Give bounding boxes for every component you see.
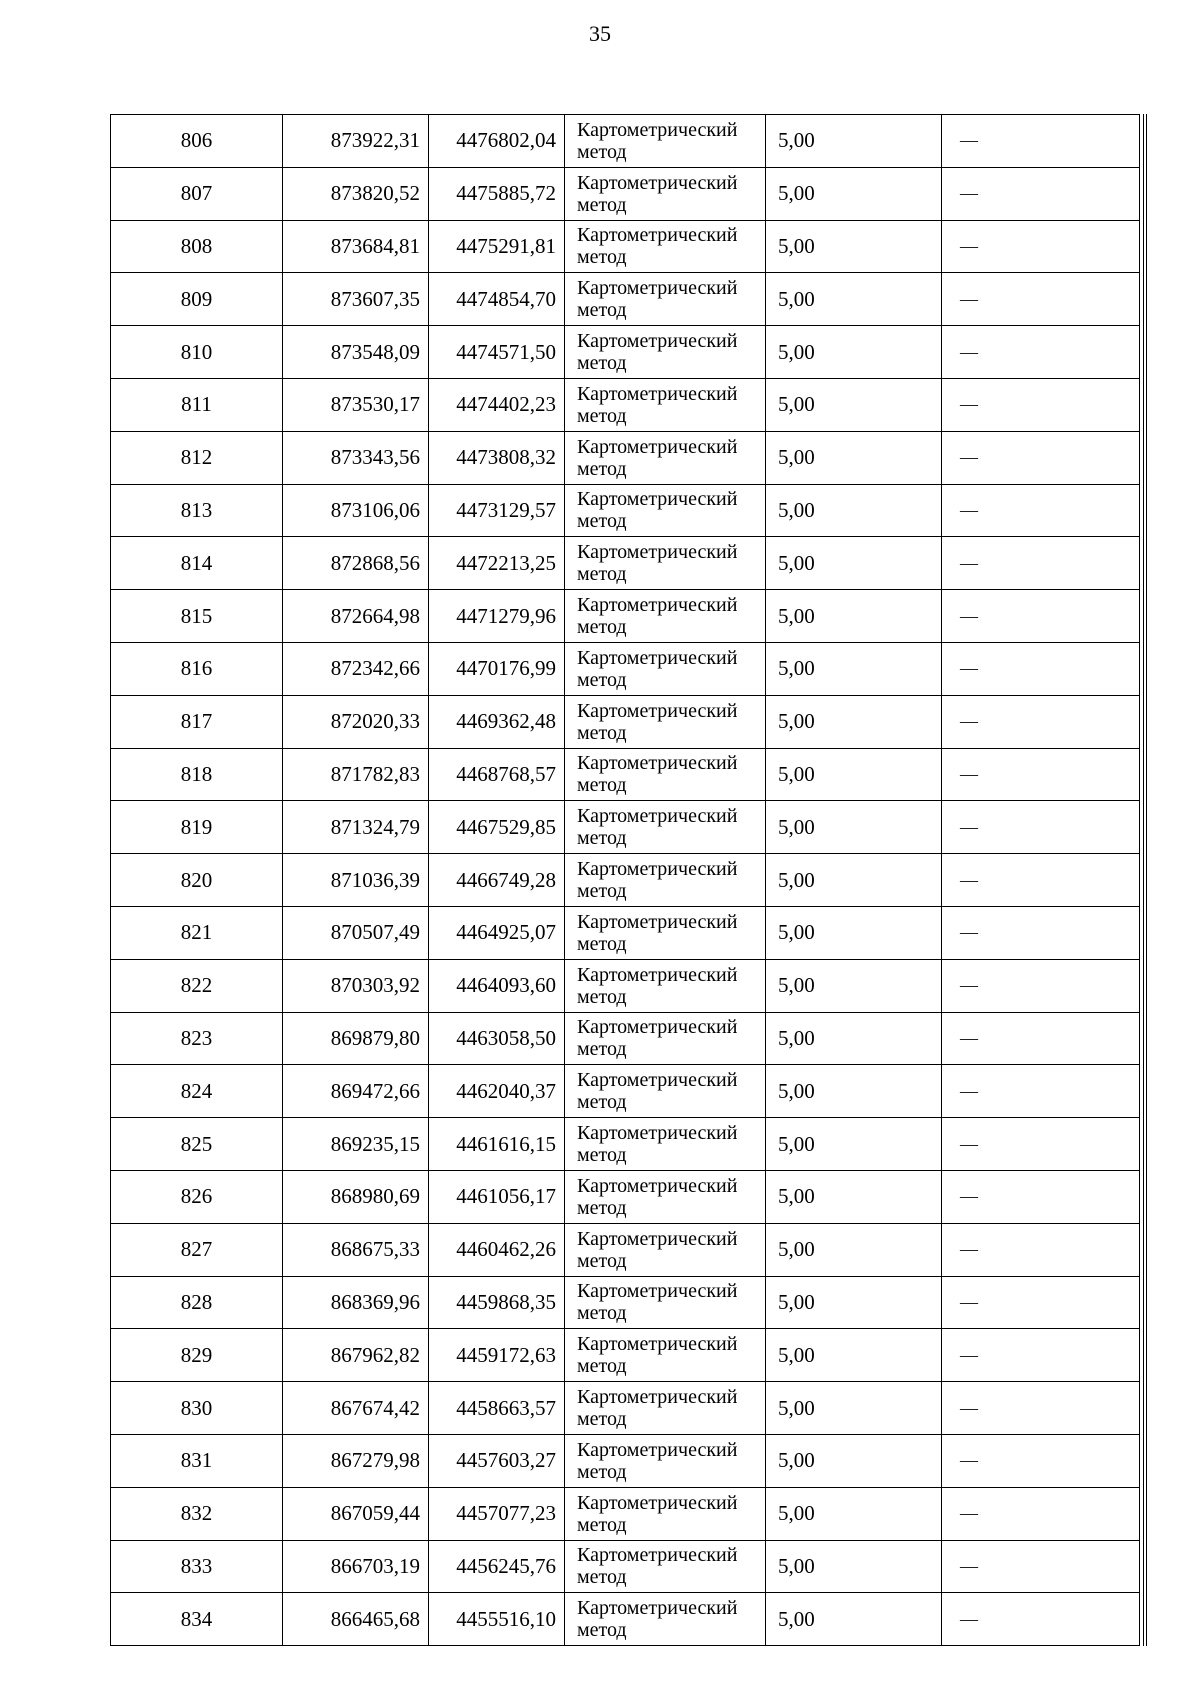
description-cell: — xyxy=(942,1329,1140,1382)
method-line-1: Картометрический xyxy=(577,1333,738,1356)
method-line-1: Картометрический xyxy=(577,1438,738,1461)
description-cell: — xyxy=(942,378,1140,431)
method-line-2: метод xyxy=(577,510,627,533)
description-cell: — xyxy=(942,1170,1140,1223)
y-coordinate-cell: 4474854,70 xyxy=(429,273,565,326)
y-coordinate-cell: 4464093,60 xyxy=(429,959,565,1012)
description-cell: — xyxy=(942,537,1140,590)
error-cell: 5,00 xyxy=(766,1382,942,1435)
point-number-cell: 814 xyxy=(111,537,283,590)
error-cell: 5,00 xyxy=(766,484,942,537)
error-cell: 5,00 xyxy=(766,1487,942,1540)
point-number-cell: 832 xyxy=(111,1487,283,1540)
y-coordinate-cell: 4464925,07 xyxy=(429,906,565,959)
method-line-2: метод xyxy=(577,1249,627,1272)
x-coordinate-cell: 873607,35 xyxy=(283,273,429,326)
point-number-cell: 812 xyxy=(111,431,283,484)
y-coordinate-cell: 4461616,15 xyxy=(429,1118,565,1171)
error-cell: 5,00 xyxy=(766,642,942,695)
method-line-2: метод xyxy=(577,299,627,322)
description-cell: — xyxy=(942,906,1140,959)
error-cell: 5,00 xyxy=(766,167,942,220)
x-coordinate-cell: 871782,83 xyxy=(283,748,429,801)
method-line-1: Картометрический xyxy=(577,1174,738,1197)
method-cell xyxy=(565,1012,766,1065)
description-cell: — xyxy=(942,1540,1140,1593)
y-coordinate-cell: 4466749,28 xyxy=(429,854,565,907)
description-cell: — xyxy=(942,1118,1140,1171)
error-cell: 5,00 xyxy=(766,1012,942,1065)
error-cell: 5,00 xyxy=(766,1276,942,1329)
table-row xyxy=(111,431,1140,484)
method-line-2: метод xyxy=(577,668,627,691)
method-line-2: метод xyxy=(577,352,627,375)
method-line-2: метод xyxy=(577,457,627,480)
x-coordinate-cell: 868980,69 xyxy=(283,1170,429,1223)
description-cell: — xyxy=(942,220,1140,273)
method-line-2: метод xyxy=(577,1513,627,1536)
point-number-cell: 807 xyxy=(111,167,283,220)
table-row xyxy=(111,167,1140,220)
method-cell xyxy=(565,695,766,748)
description-cell: — xyxy=(942,695,1140,748)
table-row xyxy=(111,642,1140,695)
error-cell: 5,00 xyxy=(766,1223,942,1276)
point-number-cell: 833 xyxy=(111,1540,283,1593)
method-line-1: Картометрический xyxy=(577,118,738,141)
description-cell: — xyxy=(942,1593,1140,1646)
x-coordinate-cell: 867674,42 xyxy=(283,1382,429,1435)
description-cell: — xyxy=(942,1012,1140,1065)
method-cell xyxy=(565,326,766,379)
x-coordinate-cell: 871324,79 xyxy=(283,801,429,854)
method-line-2: метод xyxy=(577,1038,627,1061)
method-line-2: метод xyxy=(577,140,627,163)
method-line-2: метод xyxy=(577,1355,627,1378)
description-cell: — xyxy=(942,273,1140,326)
description-cell: — xyxy=(942,748,1140,801)
method-cell xyxy=(565,537,766,590)
method-cell xyxy=(565,1118,766,1171)
method-line-2: метод xyxy=(577,1619,627,1642)
description-cell: — xyxy=(942,326,1140,379)
error-cell: 5,00 xyxy=(766,115,942,168)
y-coordinate-cell: 4475885,72 xyxy=(429,167,565,220)
method-line-1: Картометрический xyxy=(577,1280,738,1303)
description-cell: — xyxy=(942,1223,1140,1276)
method-line-1: Картометрический xyxy=(577,1069,738,1092)
method-cell xyxy=(565,378,766,431)
x-coordinate-cell: 872342,66 xyxy=(283,642,429,695)
method-cell xyxy=(565,642,766,695)
table-row xyxy=(111,801,1140,854)
x-coordinate-cell: 873530,17 xyxy=(283,378,429,431)
method-line-2: метод xyxy=(577,880,627,903)
error-cell: 5,00 xyxy=(766,590,942,643)
method-line-2: метод xyxy=(577,932,627,955)
method-line-1: Картометрический xyxy=(577,224,738,247)
table-body xyxy=(111,115,1140,1646)
error-cell: 5,00 xyxy=(766,326,942,379)
table-row xyxy=(111,695,1140,748)
y-coordinate-cell: 4467529,85 xyxy=(429,801,565,854)
method-line-1: Картометрический xyxy=(577,646,738,669)
method-line-2: метод xyxy=(577,404,627,427)
table-row xyxy=(111,906,1140,959)
point-number-cell: 817 xyxy=(111,695,283,748)
method-line-2: метод xyxy=(577,1460,627,1483)
description-cell: — xyxy=(942,590,1140,643)
description-cell: — xyxy=(942,1434,1140,1487)
point-number-cell: 808 xyxy=(111,220,283,273)
x-coordinate-cell: 872664,98 xyxy=(283,590,429,643)
method-line-1: Картометрический xyxy=(577,1597,738,1620)
method-line-2: метод xyxy=(577,193,627,216)
table-row xyxy=(111,959,1140,1012)
error-cell: 5,00 xyxy=(766,1593,942,1646)
method-cell xyxy=(565,1223,766,1276)
method-line-1: Картометрический xyxy=(577,594,738,617)
point-number-cell: 806 xyxy=(111,115,283,168)
table-row xyxy=(111,1276,1140,1329)
point-number-cell: 829 xyxy=(111,1329,283,1382)
y-coordinate-cell: 4463058,50 xyxy=(429,1012,565,1065)
point-number-cell: 826 xyxy=(111,1170,283,1223)
method-line-1: Картометрический xyxy=(577,1386,738,1409)
error-cell: 5,00 xyxy=(766,273,942,326)
method-cell xyxy=(565,1487,766,1540)
error-cell: 5,00 xyxy=(766,1434,942,1487)
error-cell: 5,00 xyxy=(766,1170,942,1223)
x-coordinate-cell: 869879,80 xyxy=(283,1012,429,1065)
method-line-1: Картометрический xyxy=(577,805,738,828)
table-row xyxy=(111,378,1140,431)
point-number-cell: 834 xyxy=(111,1593,283,1646)
point-number-cell: 815 xyxy=(111,590,283,643)
point-number-cell: 831 xyxy=(111,1434,283,1487)
y-coordinate-cell: 4468768,57 xyxy=(429,748,565,801)
point-number-cell: 822 xyxy=(111,959,283,1012)
x-coordinate-cell: 868369,96 xyxy=(283,1276,429,1329)
x-coordinate-cell: 873684,81 xyxy=(283,220,429,273)
x-coordinate-cell: 872868,56 xyxy=(283,537,429,590)
method-line-1: Картометрический xyxy=(577,699,738,722)
table-row xyxy=(111,1170,1140,1223)
method-line-1: Картометрический xyxy=(577,541,738,564)
x-coordinate-cell: 870303,92 xyxy=(283,959,429,1012)
error-cell: 5,00 xyxy=(766,1540,942,1593)
coordinates-table xyxy=(110,114,1140,1646)
description-cell: — xyxy=(942,167,1140,220)
method-line-1: Картометрический xyxy=(577,382,738,405)
point-number-cell: 827 xyxy=(111,1223,283,1276)
method-line-1: Картометрический xyxy=(577,435,738,458)
description-cell: — xyxy=(942,1065,1140,1118)
method-line-2: метод xyxy=(577,616,627,639)
description-cell: — xyxy=(942,1382,1140,1435)
page-number: 35 xyxy=(589,21,611,46)
point-number-cell: 819 xyxy=(111,801,283,854)
method-line-1: Картометрический xyxy=(577,752,738,775)
table-row xyxy=(111,537,1140,590)
method-line-2: метод xyxy=(577,246,627,269)
table-row xyxy=(111,1593,1140,1646)
description-cell: — xyxy=(942,431,1140,484)
method-line-1: Картометрический xyxy=(577,171,738,194)
table-row xyxy=(111,1382,1140,1435)
x-coordinate-cell: 867279,98 xyxy=(283,1434,429,1487)
method-line-2: метод xyxy=(577,1566,627,1589)
point-number-cell: 821 xyxy=(111,906,283,959)
method-line-2: метод xyxy=(577,563,627,586)
x-coordinate-cell: 867962,82 xyxy=(283,1329,429,1382)
method-cell xyxy=(565,1329,766,1382)
x-coordinate-cell: 868675,33 xyxy=(283,1223,429,1276)
method-cell xyxy=(565,431,766,484)
point-number-cell: 809 xyxy=(111,273,283,326)
coordinates-table-wrapper xyxy=(110,114,1147,1646)
point-number-cell: 811 xyxy=(111,378,283,431)
table-row xyxy=(111,748,1140,801)
method-line-1: Картометрический xyxy=(577,1016,738,1039)
table-row xyxy=(111,484,1140,537)
table-row xyxy=(111,1487,1140,1540)
point-number-cell: 828 xyxy=(111,1276,283,1329)
description-cell: — xyxy=(942,801,1140,854)
y-coordinate-cell: 4473808,32 xyxy=(429,431,565,484)
description-cell: — xyxy=(942,1276,1140,1329)
method-line-1: Картометрический xyxy=(577,277,738,300)
table-row xyxy=(111,326,1140,379)
y-coordinate-cell: 4475291,81 xyxy=(429,220,565,273)
description-cell: — xyxy=(942,959,1140,1012)
table-row xyxy=(111,590,1140,643)
y-coordinate-cell: 4472213,25 xyxy=(429,537,565,590)
table-row xyxy=(111,115,1140,168)
point-number-cell: 816 xyxy=(111,642,283,695)
point-number-cell: 810 xyxy=(111,326,283,379)
table-row xyxy=(111,1434,1140,1487)
method-line-2: метод xyxy=(577,1196,627,1219)
error-cell: 5,00 xyxy=(766,906,942,959)
y-coordinate-cell: 4457603,27 xyxy=(429,1434,565,1487)
x-coordinate-cell: 873548,09 xyxy=(283,326,429,379)
y-coordinate-cell: 4473129,57 xyxy=(429,484,565,537)
method-line-2: метод xyxy=(577,774,627,797)
table-row xyxy=(111,1065,1140,1118)
x-coordinate-cell: 869472,66 xyxy=(283,1065,429,1118)
method-cell xyxy=(565,1276,766,1329)
error-cell: 5,00 xyxy=(766,748,942,801)
table-row xyxy=(111,1540,1140,1593)
error-cell: 5,00 xyxy=(766,1065,942,1118)
y-coordinate-cell: 4462040,37 xyxy=(429,1065,565,1118)
method-line-1: Картометрический xyxy=(577,1227,738,1250)
y-coordinate-cell: 4457077,23 xyxy=(429,1487,565,1540)
y-coordinate-cell: 4461056,17 xyxy=(429,1170,565,1223)
method-cell xyxy=(565,854,766,907)
method-line-1: Картометрический xyxy=(577,330,738,353)
method-line-2: метод xyxy=(577,721,627,744)
method-cell xyxy=(565,1434,766,1487)
method-line-1: Картометрический xyxy=(577,963,738,986)
y-coordinate-cell: 4470176,99 xyxy=(429,642,565,695)
y-coordinate-cell: 4471279,96 xyxy=(429,590,565,643)
y-coordinate-cell: 4474571,50 xyxy=(429,326,565,379)
point-number-cell: 820 xyxy=(111,854,283,907)
table-row xyxy=(111,273,1140,326)
description-cell: — xyxy=(942,1487,1140,1540)
method-cell xyxy=(565,1540,766,1593)
point-number-cell: 825 xyxy=(111,1118,283,1171)
y-coordinate-cell: 4460462,26 xyxy=(429,1223,565,1276)
description-cell: — xyxy=(942,642,1140,695)
x-coordinate-cell: 873922,31 xyxy=(283,115,429,168)
description-cell: — xyxy=(942,484,1140,537)
method-line-2: метод xyxy=(577,1091,627,1114)
x-coordinate-cell: 871036,39 xyxy=(283,854,429,907)
table-row xyxy=(111,220,1140,273)
point-number-cell: 824 xyxy=(111,1065,283,1118)
error-cell: 5,00 xyxy=(766,1329,942,1382)
method-cell xyxy=(565,484,766,537)
y-coordinate-cell: 4474402,23 xyxy=(429,378,565,431)
table-row xyxy=(111,1329,1140,1382)
method-line-2: метод xyxy=(577,827,627,850)
table-row xyxy=(111,1012,1140,1065)
method-line-2: метод xyxy=(577,1302,627,1325)
error-cell: 5,00 xyxy=(766,801,942,854)
x-coordinate-cell: 873820,52 xyxy=(283,167,429,220)
method-cell xyxy=(565,1065,766,1118)
y-coordinate-cell: 4458663,57 xyxy=(429,1382,565,1435)
method-line-1: Картометрический xyxy=(577,488,738,511)
method-cell xyxy=(565,906,766,959)
y-coordinate-cell: 4455516,10 xyxy=(429,1593,565,1646)
method-cell xyxy=(565,167,766,220)
x-coordinate-cell: 873106,06 xyxy=(283,484,429,537)
method-cell xyxy=(565,959,766,1012)
error-cell: 5,00 xyxy=(766,695,942,748)
y-coordinate-cell: 4476802,04 xyxy=(429,115,565,168)
error-cell: 5,00 xyxy=(766,220,942,273)
x-coordinate-cell: 866703,19 xyxy=(283,1540,429,1593)
method-cell xyxy=(565,1593,766,1646)
table-row xyxy=(111,1223,1140,1276)
method-line-1: Картометрический xyxy=(577,858,738,881)
method-line-2: метод xyxy=(577,985,627,1008)
description-cell: — xyxy=(942,115,1140,168)
method-line-2: метод xyxy=(577,1144,627,1167)
error-cell: 5,00 xyxy=(766,1118,942,1171)
method-cell xyxy=(565,1382,766,1435)
y-coordinate-cell: 4459172,63 xyxy=(429,1329,565,1382)
method-cell xyxy=(565,115,766,168)
method-line-1: Картометрический xyxy=(577,1544,738,1567)
error-cell: 5,00 xyxy=(766,959,942,1012)
y-coordinate-cell: 4459868,35 xyxy=(429,1276,565,1329)
x-coordinate-cell: 870507,49 xyxy=(283,906,429,959)
point-number-cell: 830 xyxy=(111,1382,283,1435)
point-number-cell: 813 xyxy=(111,484,283,537)
method-cell xyxy=(565,220,766,273)
x-coordinate-cell: 869235,15 xyxy=(283,1118,429,1171)
method-cell xyxy=(565,1170,766,1223)
y-coordinate-cell: 4456245,76 xyxy=(429,1540,565,1593)
x-coordinate-cell: 867059,44 xyxy=(283,1487,429,1540)
description-cell: — xyxy=(942,854,1140,907)
error-cell: 5,00 xyxy=(766,378,942,431)
table-row xyxy=(111,854,1140,907)
method-line-1: Картометрический xyxy=(577,1122,738,1145)
point-number-cell: 818 xyxy=(111,748,283,801)
x-coordinate-cell: 866465,68 xyxy=(283,1593,429,1646)
method-cell xyxy=(565,590,766,643)
method-line-1: Картометрический xyxy=(577,910,738,933)
error-cell: 5,00 xyxy=(766,854,942,907)
x-coordinate-cell: 873343,56 xyxy=(283,431,429,484)
error-cell: 5,00 xyxy=(766,431,942,484)
table-row xyxy=(111,1118,1140,1171)
method-cell xyxy=(565,748,766,801)
y-coordinate-cell: 4469362,48 xyxy=(429,695,565,748)
method-line-2: метод xyxy=(577,1408,627,1431)
method-cell xyxy=(565,273,766,326)
error-cell: 5,00 xyxy=(766,537,942,590)
method-cell xyxy=(565,801,766,854)
method-line-1: Картометрический xyxy=(577,1491,738,1514)
point-number-cell: 823 xyxy=(111,1012,283,1065)
x-coordinate-cell: 872020,33 xyxy=(283,695,429,748)
